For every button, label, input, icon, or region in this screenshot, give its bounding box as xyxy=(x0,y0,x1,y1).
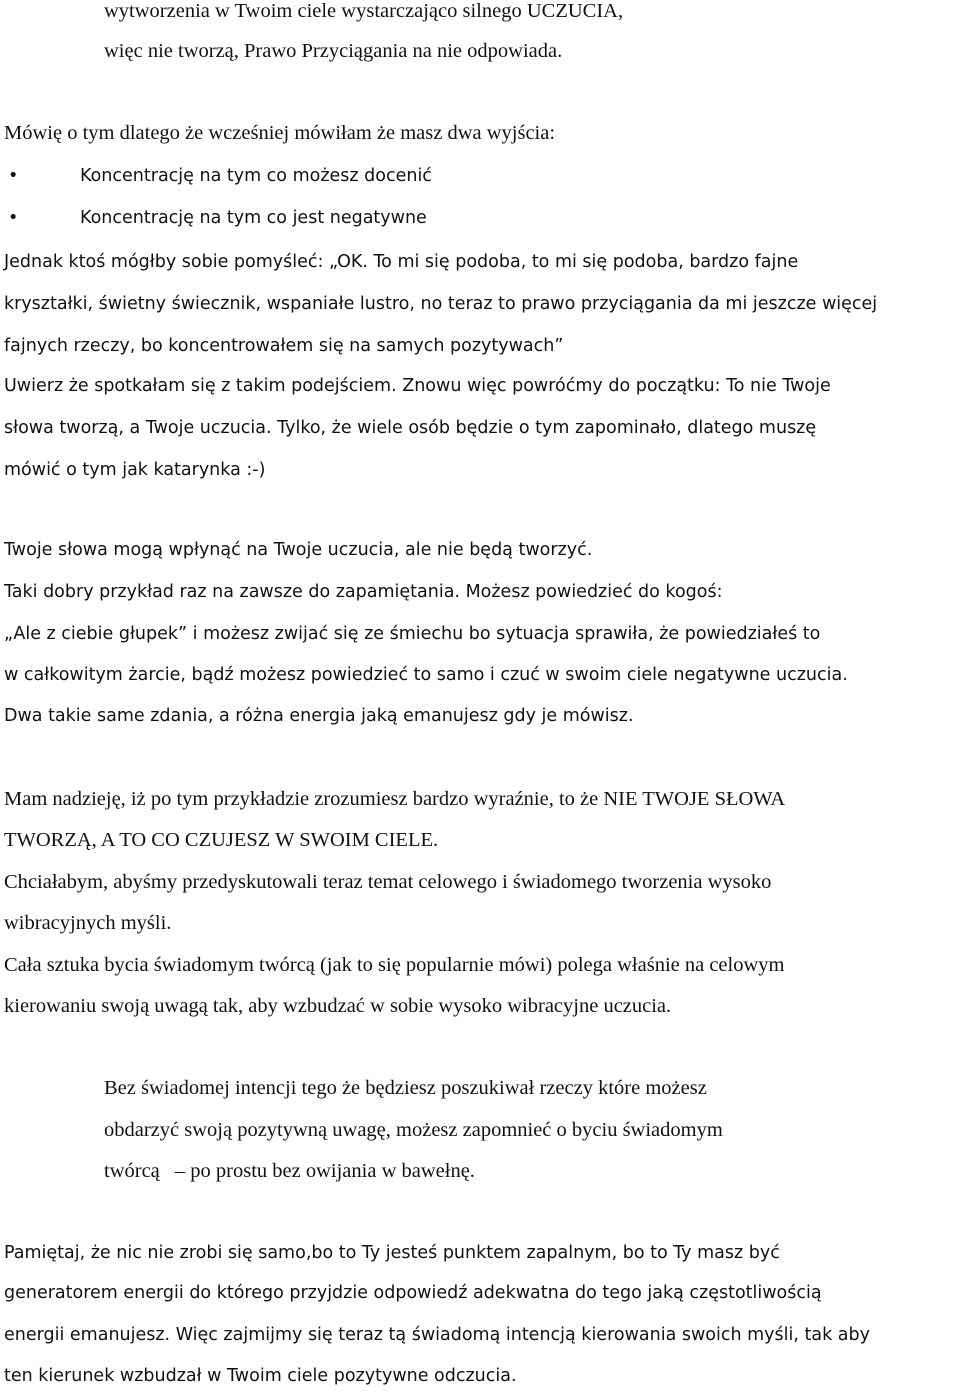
text-line: „Ale z ciebie głupek” i możesz zwijać się ze śmiechu bo sytuacja sprawiła, że powiedziałeś to xyxy=(4,624,821,644)
text-line: wibracyjnych myśli. xyxy=(4,912,172,934)
text-segment: Tylko, że wiele osób będzie o tym zapominało, dlatego muszę xyxy=(277,418,817,438)
text-segment: twórcą xyxy=(104,1160,160,1182)
text-segment: jaką częstotliwością xyxy=(647,1283,822,1303)
text-segment: generatorem energii do którego przyjdzie odpowiedź adekwatna do tego xyxy=(4,1283,642,1303)
text-line: wytworzenia w Twoim ciele wystarczająco silnego UCZUCIA, xyxy=(104,0,624,22)
text-line xyxy=(4,415,816,441)
text-segment: – po prostu bez owijania w bawełnę. xyxy=(174,1160,475,1182)
bullet-icon: • xyxy=(8,166,19,186)
text-segment: Uwierz że spotkałam się z takim podejściem. xyxy=(4,376,397,396)
text-segment: Więc zajmijmy się teraz tą świadomą intencją kierowania swoich myśli, tak aby xyxy=(175,1325,870,1345)
text-line: Bez świadomej intencji tego że będziesz poszukiwał rzeczy które możesz xyxy=(104,1077,707,1099)
text-line: Dwa takie same zdania, a różna energia jaką emanujesz gdy je mówisz. xyxy=(4,706,634,726)
bullet-text: Koncentrację na tym co jest negatywne xyxy=(80,208,427,228)
text-line: Chciałabym, abyśmy przedyskutowali teraz temat celowego i świadomego tworzenia wysoko xyxy=(4,871,772,893)
text-line: Twoje słowa mogą wpłynąć na Twoje uczucia, ale nie będą tworzyć. xyxy=(4,540,593,560)
text-line: więc nie tworzą, Prawo Przyciągania na nie odpowiada. xyxy=(104,40,563,62)
text-segment: słowa tworzą, a Twoje uczucia. xyxy=(4,418,272,438)
text-segment: Taki dobry przykład raz na zawsze do zapamiętania. xyxy=(4,582,460,602)
text-line: fajnych rzeczy, bo koncentrowałem się na samych pozytywach” xyxy=(4,336,564,356)
bullet-icon: • xyxy=(8,208,19,228)
text-line xyxy=(104,1158,475,1184)
text-segment: Możesz powiedzieć do kogoś: xyxy=(465,582,723,602)
text-line: mówić o tym jak katarynka :-) xyxy=(4,460,266,480)
text-line: w całkowitym żarcie, bądź możesz powiedzieć to samo i czuć w swoim ciele negatywne uczucia. xyxy=(4,665,848,685)
text-segment: energii emanujesz. xyxy=(4,1325,171,1345)
text-line xyxy=(4,1280,822,1306)
text-line: Mam nadzieję, iż po tym przykładzie zrozumiesz bardzo wyraźnie, to że NIE TWOJE SŁOWA xyxy=(4,788,786,810)
text-line xyxy=(4,249,798,275)
text-line: kierowaniu swoją uwagą tak, aby wzbudzać w sobie wysoko wibracyjne uczucia. xyxy=(4,995,672,1017)
text-line: TWORZĄ, A TO CO CZUJESZ W SWOIM CIELE. xyxy=(4,829,439,851)
text-line xyxy=(4,373,831,399)
text-line: ten kierunek wzbudzał w Twoim ciele pozytywne odczucia. xyxy=(4,1366,517,1386)
text-line: obdarzyć swoją pozytywną uwagę, możesz zapomnieć o byciu świadomym xyxy=(104,1119,723,1141)
text-segment: Znowu więc powróćmy do początku: To nie Twoje xyxy=(402,376,831,396)
text-line xyxy=(4,579,722,605)
text-segment: To mi się podoba, to mi się podoba, bardzo fajne xyxy=(373,252,799,272)
text-line: Mówię o tym dlatego że wcześniej mówiłam że masz dwa wyjścia: xyxy=(4,122,556,144)
text-line: kryształki, świetny świecznik, wspaniałe lustro, no teraz to prawo przyciągania da mi jeszcze więcej xyxy=(4,294,878,314)
text-line: Pamiętaj, że nic nie zrobi się samo,bo to Ty jesteś punktem zapalnym, bo to Ty masz być xyxy=(4,1243,780,1263)
text-line xyxy=(4,1322,870,1348)
text-segment: Jednak ktoś mógłby sobie pomyśleć: „OK. xyxy=(4,252,368,272)
bullet-text: Koncentrację na tym co możesz docenić xyxy=(80,166,432,186)
text-line: Cała sztuka bycia świadomym twórcą (jak to się popularnie mówi) polega właśnie na celowym xyxy=(4,954,785,976)
